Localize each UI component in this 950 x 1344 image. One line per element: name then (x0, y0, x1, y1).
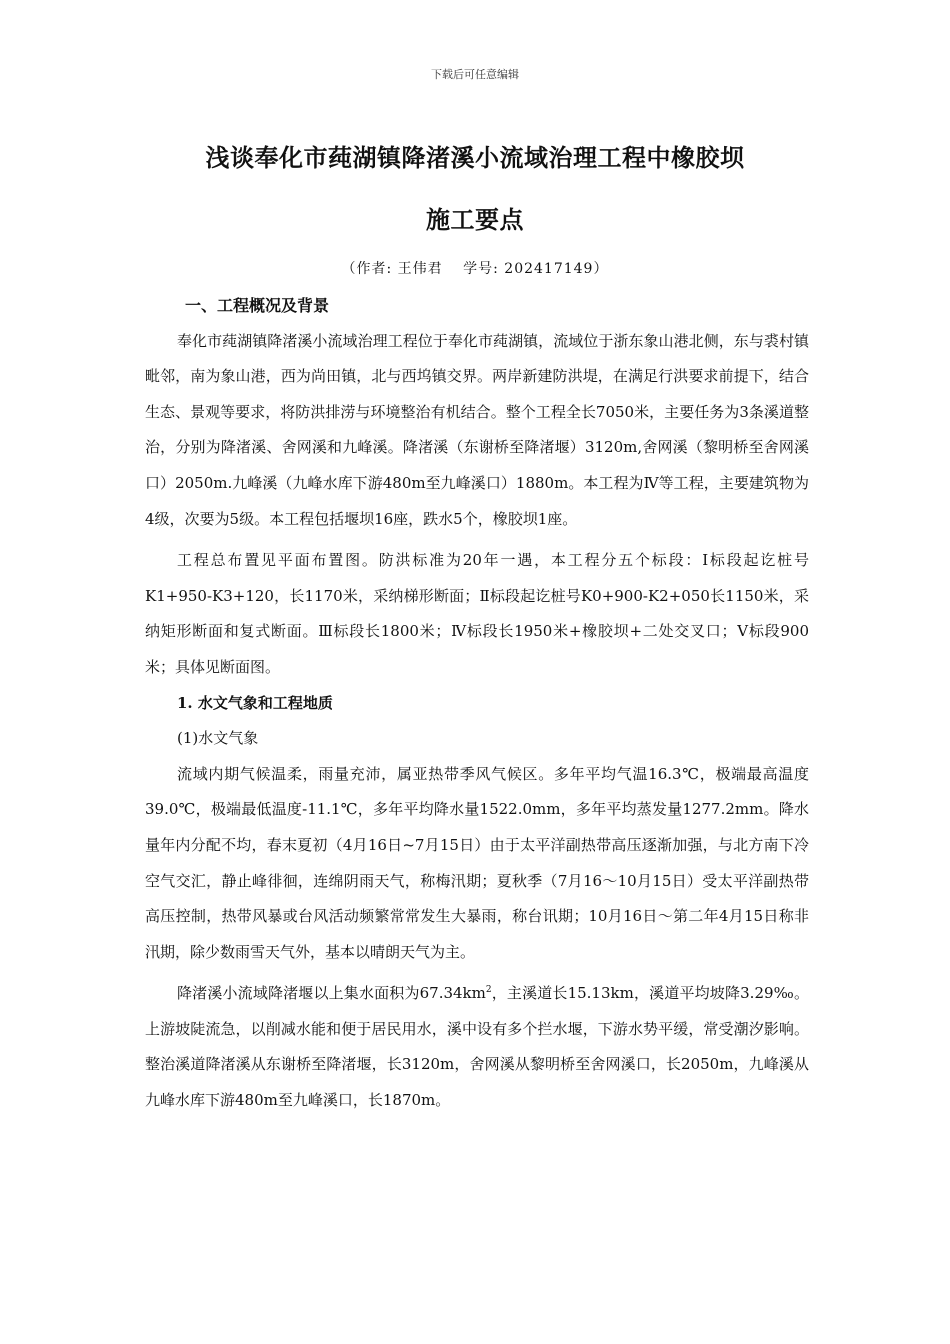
paragraph-catchment (145, 976, 809, 1118)
subsubsection-heading: (1)水文气象 (177, 729, 259, 748)
author-line: （作者: 王伟君 学号: 202417149） (341, 261, 609, 277)
superscript-2: 2 (485, 985, 492, 996)
paragraph-climate: 流域内期气候温柔，雨量充沛，属亚热带季风气候区。多年平均气温16.3℃，极端最高温度39.0℃，极端最低温度-11.1℃，多年平均降水量1522.0mm，多年平均蒸发量1277.2mm。降水量年内分配不均，春末夏初（4月16日~7月15日）由于太平洋副热带高压逐渐加强，与北方南下冷空气交汇，静止峰徘徊，连绵阴雨天气，称梅汛期；夏秋季（7月16～10月15日）受太平洋副热带高压控制，热带风暴或台风活动频繁常常发生大暴雨，称台讯期；10月16日～第二年4月15日称非汛期，除少数雨雪天气外，基本以晴朗天气为主。 (145, 764, 809, 961)
section-heading: 一、工程概况及背景 (185, 296, 330, 315)
catchment-text-b: ，主溪道长15.13km，溪道平均坡降3.29‰。上游坡陡流急，以削减水能和便于居民用水，溪中设有多个拦水堰，下游水势平缓，常受潮汐影响。整治溪道降渚溪从东谢桥至降渚堰，长3120m，舍网溪从黎明桥至舍网溪口，长2050m，九峰溪从九峰水库下游480m至九峰溪口，长1870m。 (145, 984, 809, 1110)
subsection-heading: 1. 水文气象和工程地质 (177, 693, 333, 712)
paragraph-overview: 奉化市莼湖镇降渚溪小流域治理工程位于奉化市莼湖镇，流域位于浙东象山港北侧，东与裘村镇毗邻，南为象山港，西为尚田镇，北与西坞镇交界。两岸新建防洪堤，在满足行洪要求前提下，结合生态、景观等要求，将防洪排涝与环境整治有机结合。整个工程全长7050米，主要任务为3条溪道整治，分别为降渚溪、舍网溪和九峰溪。降渚溪（东谢桥至降渚堰）3120m,舍网溪（黎明桥至舍网溪口）2050m.九峰溪（九峰水库下游480m至九峰溪口）1880m。本工程为Ⅳ等工程，主要建筑物为4级，次要为5级。本工程包括堰坝16座，跌水5个，橡胶坝1座。 (145, 331, 809, 528)
paragraph-layout: 工程总布置见平面布置图。防洪标准为20年一遇，本工程分五个标段：Ⅰ标段起讫桩号K1+950-K3+120，长1170米，采纳梯形断面；Ⅱ标段起讫桩号K0+900-K2+050长1150米，采纳矩形断面和复式断面。Ⅲ标段长1800米；Ⅳ标段长1950米+橡胶坝+二处交叉口；Ⅴ标段900米；具体见断面图。 (145, 551, 809, 676)
catchment-text-a: 降渚溪小流域降渚堰以上集水面积为67.34km (177, 984, 486, 1003)
document-title-line-2: 施工要点 (426, 205, 524, 234)
document-body (145, 288, 809, 1119)
document-title-line-1: 浅谈奉化市莼湖镇降渚溪小流域治理工程中橡胶坝 (205, 143, 745, 172)
header-note: 下载后可任意编辑 (431, 68, 519, 81)
